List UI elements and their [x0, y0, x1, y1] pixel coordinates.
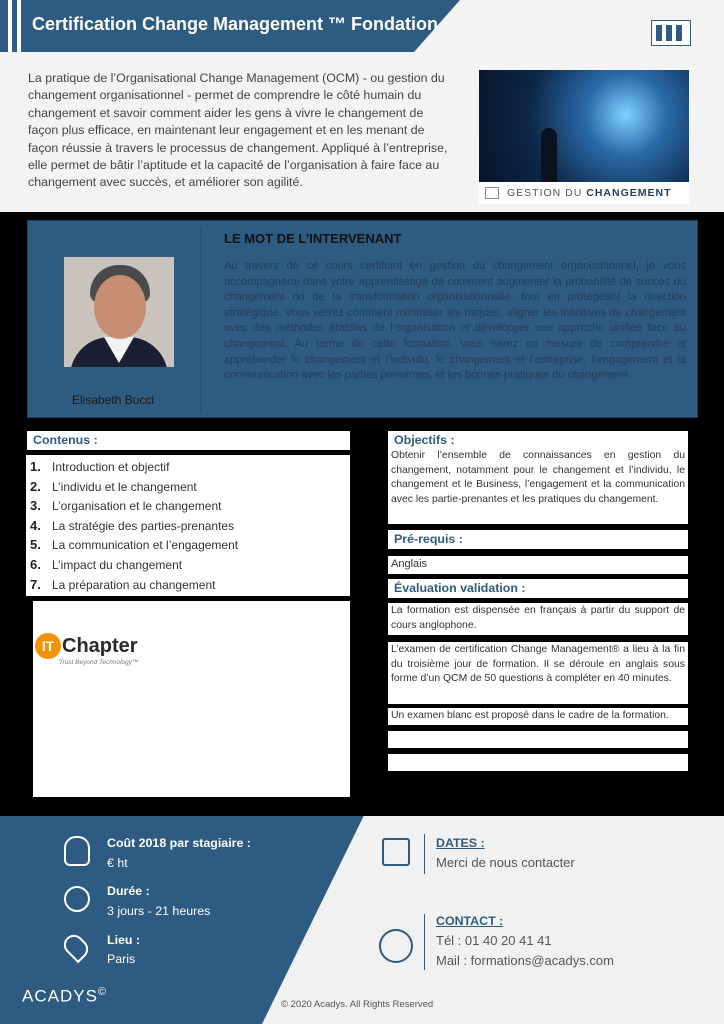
evaluation-text-2: L’examen de certification Change Management® a lieu à la fin du troisième jour de formation. Il se déroule en anglais sous forme d’un QCM de 50 questions à compléter en 40 minutes.	[388, 642, 688, 704]
banner-stripe	[8, 0, 12, 52]
caption-icon	[485, 187, 499, 199]
partner-tagline: Trust Beyond Technology™	[59, 659, 139, 666]
objectives-text: Obtenir l’ensemble de connaissances en gestion du changement, notamment pour le changement et l’individu, le changement et le Business, l’engagement et la communication avec les partie-prenantes et les pratiques du changement.	[388, 448, 688, 524]
duration-value: 3 jours - 21 heures	[107, 904, 211, 918]
evaluation-heading: Évaluation validation :	[388, 579, 688, 598]
prerequisites-heading: Pré-requis :	[388, 530, 688, 549]
alarm-clock-icon	[64, 886, 90, 912]
speaker-text: Au travers de ce cours certifiant en gestion du changement organisationnel, je vous accompagnerai dans votre apprentissage de comment augmenter la probabilité de succès du changement ou de la transformation organisationnelle, tout en protégeant la direction stratégique. Vous verrez comment minimiser les risques, aligner les initiatives de changement avec des méthodes établies de l’organisation et développer une approche unifiée face au changement. Au terme de cette formation, vous serez en mesure de comprendre et appréhender le changement et l’individu, le changement et l’entreprise, l’engagement et la communication avec les parties prenantes, et les bonnes pratiques du changement.	[224, 260, 686, 382]
speaker-panel	[27, 220, 698, 418]
list-item: 7. La préparation au changement	[30, 576, 216, 592]
copyright: © 2020 Acadys. All Rights Reserved	[281, 999, 434, 1010]
contents-list	[26, 455, 350, 596]
hero-caption-light: GESTION DU	[507, 187, 587, 199]
list-item: 1. Introduction et objectif	[30, 459, 170, 474]
prerequisites-text: Anglais	[388, 556, 688, 574]
hero-caption-bold: CHANGEMENT	[586, 187, 672, 199]
acadys-logo-mark: ©	[97, 986, 108, 998]
list-item: 2. L’individu et le changement	[30, 478, 197, 494]
partner-logo-box	[33, 601, 350, 797]
dates-label: DATES :	[436, 836, 485, 850]
itchapter-logo-word: Chapter	[62, 634, 138, 657]
speaker-name: Elisabeth Bucci	[72, 393, 155, 407]
speaker-heading: LE MOT DE L’INTERVENANT	[224, 231, 402, 246]
course-logo-icon	[651, 20, 691, 46]
hero-photo	[479, 70, 689, 182]
dates-value: Merci de nous contacter	[436, 855, 575, 870]
divider	[424, 834, 425, 874]
itchapter-logo-initials: IT	[35, 633, 61, 659]
contact-mail[interactable]: Mail : formations@acadys.com	[436, 953, 614, 968]
hero-caption	[479, 182, 689, 204]
objectives-heading: Objectifs :	[388, 431, 688, 450]
empty-box	[388, 754, 688, 771]
list-item: 4. La stratégie des parties-prenantes	[30, 517, 235, 533]
banner-stripe	[17, 0, 21, 52]
contact-phone: Tél : 01 40 20 41 41	[436, 933, 552, 948]
contents-heading: Contenus :	[27, 431, 350, 450]
money-bag-icon	[64, 836, 90, 866]
speaker-photo	[64, 257, 174, 367]
evaluation-text-1: La formation est dispensée en français à partir du support de cours anglophone.	[388, 603, 688, 635]
list-item: 5. La communication et l’engagement	[30, 537, 239, 553]
contact-person-icon	[379, 929, 413, 963]
hero-image	[479, 70, 689, 204]
page-title: Certification Change Management ™ Fondation	[32, 14, 439, 34]
header-section	[0, 0, 724, 212]
evaluation-text-3: Un examen blanc est proposé dans le cadre de la formation.	[388, 708, 688, 725]
duration-label: Durée :	[107, 884, 150, 898]
cost-label: Coût 2018 par stagiaire :	[107, 836, 251, 850]
divider	[200, 227, 201, 413]
list-item: 3. L’organisation et le changement	[30, 498, 222, 514]
acadys-logo	[22, 986, 107, 1007]
calendar-icon	[382, 838, 410, 866]
acadys-logo-text: ACADYS	[22, 986, 98, 1006]
place-value: Paris	[107, 952, 136, 966]
divider	[424, 914, 425, 970]
itchapter-logo	[35, 631, 138, 661]
intro-paragraph: La pratique de l’Organisational Change Management (OCM) - ou gestion du changement organisationnel - permet de comprendre le côté humain du changement et savoir comment aider les gens à vivre le changement de façon plus efficace, en maintenant leur engagement et en les menant de façon réussie à travers le processus de changement. Appliqué à l’entreprise, elle permet de bâtir l’aptitude et la capacité de l’organisation à faire face au changement avec succès, et améliorer son agilité.	[28, 71, 448, 190]
list-item: 6. L’impact du changement	[30, 556, 183, 572]
place-label: Lieu :	[107, 933, 141, 947]
empty-box	[388, 731, 688, 748]
contact-label: CONTACT :	[436, 914, 504, 928]
cost-value: € ht	[107, 856, 128, 870]
